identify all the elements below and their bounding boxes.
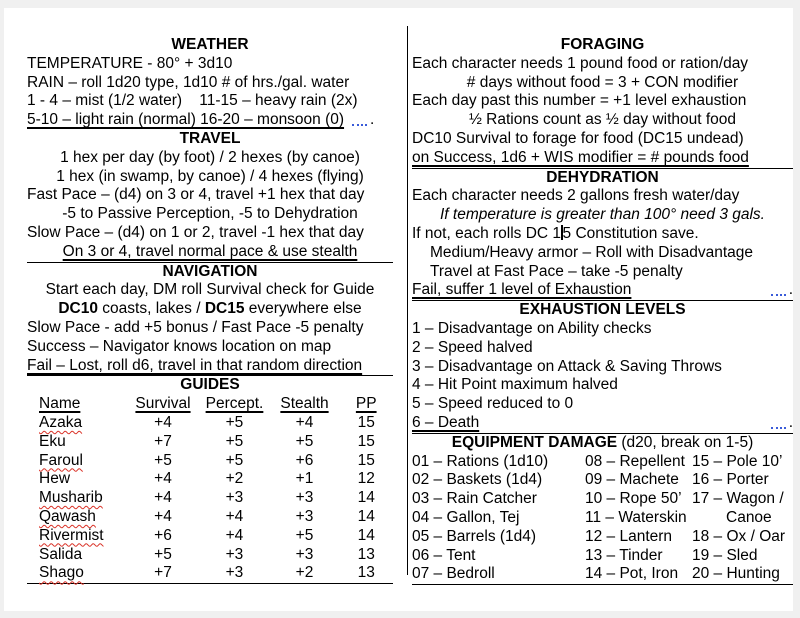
equipment-item: 10 – Rope 50’	[585, 490, 682, 508]
equipment-row	[412, 528, 793, 547]
equipment-item: 02 – Baskets (1d4)	[412, 471, 543, 489]
end-mark: .	[788, 413, 793, 431]
text-line	[412, 358, 793, 377]
guides-cell-stealth	[269, 527, 339, 546]
text-line	[27, 338, 393, 357]
guides-cell-perception	[199, 489, 269, 508]
text-run	[452, 434, 753, 451]
guides-cell-perception	[199, 470, 269, 489]
grammar-check-dots	[352, 112, 367, 126]
guides-cell-survival	[127, 564, 200, 583]
equipment-cell	[692, 547, 793, 566]
guides-cell-name	[27, 433, 127, 452]
heading-foraging	[412, 36, 793, 55]
text-line	[412, 263, 793, 282]
guides-value: Faroul	[39, 451, 83, 469]
equipment-cell	[412, 547, 585, 566]
guides-value: Qawash	[39, 507, 96, 525]
guides-value: +3	[295, 489, 314, 507]
text-run: # days without food = 3 + CON modifier	[466, 73, 739, 91]
equipment-item: 18 – Ox / Oar	[692, 527, 786, 545]
guides-value: +4	[154, 470, 172, 488]
guides-cell-name	[27, 452, 127, 471]
text-line	[27, 149, 393, 168]
text-line	[27, 186, 393, 205]
guides-value: +5	[295, 526, 314, 544]
text-run: Fail – Lost, roll d6, travel in that random direction	[27, 356, 363, 374]
guides-row	[27, 414, 393, 433]
guides-header-row	[27, 395, 393, 414]
heading-navigation	[27, 263, 393, 282]
text-line	[412, 187, 793, 206]
text-line	[412, 74, 793, 93]
guides-row	[27, 564, 393, 584]
text-line	[412, 395, 793, 414]
text-line	[27, 224, 393, 243]
equipment-cell	[692, 509, 793, 528]
text-line	[412, 244, 793, 263]
text-run: 1 hex (in swamp, by canoe) / 4 hexes (flying)	[56, 167, 364, 185]
text-run	[58, 300, 361, 317]
guides-value: +4	[225, 526, 244, 544]
equipment-item: 20 – Hunting	[692, 565, 780, 583]
text-line	[27, 243, 393, 263]
text-segment: EQUIPMENT DAMAGE	[451, 433, 618, 451]
equipment-cell	[585, 471, 692, 490]
text-line	[412, 320, 793, 339]
text-line	[412, 111, 793, 130]
guides-value: +5	[225, 413, 244, 431]
guides-value: +3	[225, 564, 244, 582]
text-segment: DC10	[58, 300, 98, 318]
equipment-cell	[692, 490, 793, 509]
end-mark: .	[370, 111, 375, 129]
text-line	[412, 92, 793, 111]
guides-header-cell	[340, 395, 393, 414]
text-line	[27, 168, 393, 187]
text-run: RAIN – roll 1d20 type, 1d10 # of hrs./gal. water	[27, 73, 350, 91]
guides-value: +6	[295, 451, 314, 469]
text-segment: everywhere else	[244, 300, 362, 318]
text-run: If temperature is greater than 100° need 3 gals.	[439, 206, 765, 224]
guides-cell-perception	[199, 452, 269, 471]
guides-cell-pp	[340, 508, 393, 527]
guides-cell-stealth	[269, 452, 339, 471]
text-run: 5-10 – light rain (normal) 16-20 – monsoon (0)	[27, 111, 345, 129]
text-run: 3 – Disadvantage on Attack & Saving Throws	[412, 357, 722, 375]
guides-row	[27, 508, 393, 527]
guides-value: Rivermist	[39, 526, 104, 544]
guides-cell-pp	[340, 433, 393, 452]
text-run: 2 – Speed halved	[412, 338, 533, 356]
guides-cell-stealth	[269, 489, 339, 508]
guides-cell-stealth	[269, 564, 339, 583]
text-run: EXHAUSTION LEVELS	[519, 301, 686, 319]
equipment-row	[412, 453, 793, 472]
guides-value: +5	[154, 451, 172, 469]
text-line	[412, 281, 793, 301]
text-line	[412, 149, 793, 169]
guides-header-label: Name	[39, 395, 81, 413]
equipment-item: 08 – Repellent	[585, 452, 685, 470]
heading-travel	[27, 130, 393, 149]
guides-value: Musharib	[39, 489, 103, 507]
text-line	[27, 55, 393, 74]
equipment-item: 07 – Bedroll	[412, 565, 495, 583]
text-run: Each day past this number = +1 level exhaustion	[412, 92, 747, 110]
end-mark: .	[788, 281, 793, 299]
text-run: Fail, suffer 1 level of Exhaustion	[412, 281, 632, 299]
guides-header-label: PP	[355, 395, 377, 413]
equipment-cell	[412, 509, 585, 528]
guides-value: 15	[357, 413, 375, 431]
guides-header-label: Stealth	[280, 395, 329, 413]
text-run: Each character needs 2 gallons fresh water/day	[412, 187, 740, 205]
guides-row	[27, 546, 393, 565]
guides-value: +4	[295, 413, 314, 431]
text-run: On 3 or 4, travel normal pace & use stealth	[62, 242, 358, 260]
equipment-item: 05 – Barrels (1d4)	[412, 527, 537, 545]
guides-cell-pp	[340, 414, 393, 433]
guides-value: 15	[357, 451, 375, 469]
text-line	[412, 434, 793, 453]
guides-value: 14	[357, 507, 375, 525]
text-run: 6 – Death	[412, 413, 480, 431]
text-line	[412, 414, 793, 434]
guides-cell-pp	[340, 546, 393, 565]
text-run: 5 – Speed reduced to 0	[412, 395, 574, 413]
guides-value: Azaka	[39, 413, 83, 431]
guides-cell-name	[27, 470, 127, 489]
text-line	[412, 206, 793, 225]
guides-cell-perception	[199, 508, 269, 527]
guides-value: Shago	[39, 564, 84, 582]
column-divider	[407, 26, 408, 575]
text-run: TRAVEL	[179, 129, 241, 147]
guides-value: +3	[295, 545, 314, 563]
equipment-cell	[412, 528, 585, 547]
guides-value: +2	[225, 470, 244, 488]
guides-cell-pp	[340, 489, 393, 508]
guides-header-cell	[199, 395, 269, 414]
guides-cell-survival	[127, 433, 200, 452]
equipment-item: 11 – Waterskin	[585, 508, 687, 526]
guides-value: 12	[357, 470, 375, 488]
text-run: 4 – Hit Point maximum halved	[412, 376, 618, 394]
text-line	[27, 319, 393, 338]
text-run: Slow Pace - add +5 bonus / Fast Pace -5 penalty	[27, 318, 364, 336]
equipment-cell	[692, 453, 793, 472]
heading-weather	[27, 36, 393, 55]
equipment-item: 13 – Tinder	[585, 546, 663, 564]
text-run: FORAGING	[560, 36, 645, 53]
text-line	[27, 300, 393, 319]
guides-row	[27, 452, 393, 471]
equipment-cell	[585, 528, 692, 547]
text-run: DEHYDRATION	[546, 168, 659, 186]
guides-cell-perception	[199, 564, 269, 583]
equipment-row	[412, 471, 793, 490]
text-run: GUIDES	[180, 376, 240, 394]
guides-cell-name	[27, 414, 127, 433]
text-run: 1 - 4 – mist (1/2 water) 11-15 – heavy rain (2x)	[27, 92, 358, 110]
equipment-item: Canoe	[726, 508, 772, 526]
guides-cell-stealth	[269, 508, 339, 527]
guides-header-cell	[27, 395, 127, 414]
guides-value: +5	[225, 432, 244, 450]
equipment-item: 19 – Sled	[692, 546, 758, 564]
guides-row	[27, 470, 393, 489]
guides-cell-pp	[340, 527, 393, 546]
right-column	[412, 36, 793, 585]
guides-cell-name	[27, 508, 127, 527]
text-run: on Success, 1d6 + WIS modifier = # pounds food	[412, 148, 749, 166]
text-line	[412, 130, 793, 149]
text-run: Fast Pace – (d4) on 3 or 4, travel +1 hex that day	[27, 186, 365, 204]
guides-value: +7	[154, 564, 172, 582]
guides-value: 14	[357, 489, 375, 507]
equipment-item: 12 – Lantern	[585, 527, 673, 545]
guides-cell-perception	[199, 527, 269, 546]
grammar-check-dots	[771, 415, 786, 429]
guides-cell-survival	[127, 527, 200, 546]
guides-row	[27, 527, 393, 546]
guides-value: 15	[357, 432, 375, 450]
equipment-item: 04 – Gallon, Tej	[412, 508, 520, 526]
equipment-item: 09 – Machete	[585, 471, 679, 489]
guides-cell-name	[27, 489, 127, 508]
guides-value: +6	[154, 526, 172, 544]
text-line	[27, 74, 393, 93]
guides-value: +5	[295, 432, 314, 450]
equipment-cell	[412, 453, 585, 472]
guides-cell-name	[27, 564, 127, 583]
guides-cell-survival	[127, 508, 200, 527]
guides-cell-perception	[199, 546, 269, 565]
text-line	[27, 281, 393, 300]
text-run: 1 hex per day (by foot) / 2 hexes (by canoe)	[60, 148, 360, 166]
text-line	[27, 111, 393, 130]
text-line	[412, 376, 793, 395]
guides-cell-survival	[127, 489, 200, 508]
equipment-cell	[585, 453, 692, 472]
guides-value: +5	[225, 451, 244, 469]
guides-value: Salida	[39, 545, 83, 563]
guides-header-label: Survival	[135, 395, 191, 413]
guides-header-cell	[269, 395, 339, 414]
equipment-row	[412, 509, 793, 528]
text-run: WEATHER	[171, 36, 249, 53]
guides-value: +4	[225, 507, 244, 525]
equipment-item: 14 – Pot, Iron	[585, 565, 679, 583]
equipment-item: 15 – Pole 10’	[692, 452, 783, 470]
guides-value: 13	[357, 564, 375, 582]
guides-value: 14	[357, 526, 375, 544]
text-run	[412, 225, 699, 242]
equipment-cell	[692, 471, 793, 490]
guides-value: +5	[154, 545, 172, 563]
guides-cell-name	[27, 546, 127, 565]
text-line	[27, 205, 393, 224]
guides-value: +3	[225, 545, 244, 563]
text-run: Travel at Fast Pace – take -5 penalty	[430, 262, 683, 280]
guides-value: +4	[154, 507, 172, 525]
equipment-item: 06 – Tent	[412, 546, 476, 564]
equipment-row	[412, 490, 793, 509]
equipment-row	[412, 547, 793, 566]
text-run: 1 – Disadvantage on Ability checks	[412, 319, 652, 337]
text-line	[412, 55, 793, 74]
guides-header-cell	[127, 395, 200, 414]
equipment-item: 03 – Rain Catcher	[412, 490, 537, 508]
guides-value: 13	[357, 545, 375, 563]
guides-row	[27, 433, 393, 452]
text-segment: DC15	[204, 300, 245, 318]
text-segment: 5 Constitution save.	[562, 224, 699, 242]
equipment-cell	[585, 509, 692, 528]
guides-value: +3	[225, 489, 244, 507]
heading-dehydration	[412, 169, 793, 188]
guides-value: +3	[295, 507, 314, 525]
text-run: Each character needs 1 pound food or ration/day	[412, 54, 749, 72]
guides-cell-pp	[340, 564, 393, 583]
guides-value: +4	[154, 489, 172, 507]
guides-value: +2	[295, 564, 314, 582]
guides-cell-name	[27, 527, 127, 546]
text-run: TEMPERATURE - 80° + 3d10	[27, 54, 233, 72]
equipment-item: 16 – Porter	[692, 471, 769, 489]
text-run: Slow Pace – (d4) on 1 or 2, travel -1 hex that day	[27, 223, 364, 241]
guides-row	[27, 489, 393, 508]
guides-cell-perception	[199, 433, 269, 452]
guides-cell-survival	[127, 414, 200, 433]
text-run: Start each day, DM roll Survival check for Guide	[45, 281, 375, 299]
text-run: NAVIGATION	[162, 262, 258, 280]
equipment-row	[412, 565, 793, 585]
text-line	[27, 92, 393, 111]
guides-value: +7	[154, 432, 172, 450]
text-line	[412, 225, 793, 244]
text-run: -5 to Passive Perception, -5 to Dehydration	[62, 205, 358, 223]
left-column	[27, 36, 393, 584]
equipment-cell	[585, 490, 692, 509]
guides-value: +1	[295, 470, 314, 488]
heading-guides	[27, 376, 393, 395]
equipment-cell	[585, 547, 692, 566]
guides-cell-pp	[340, 452, 393, 471]
equipment-cell	[585, 565, 692, 584]
text-line	[27, 357, 393, 377]
text-line	[412, 339, 793, 358]
text-segment: coasts, lakes /	[98, 300, 205, 318]
guides-cell-survival	[127, 546, 200, 565]
guides-value: Eku	[39, 432, 66, 450]
text-run: Medium/Heavy armor – Roll with Disadvantage	[430, 243, 754, 261]
guides-value: Hew	[39, 470, 71, 488]
equipment-item: 17 – Wagon /	[692, 490, 784, 508]
equipment-cell	[412, 490, 585, 509]
document-page[interactable]	[4, 8, 793, 611]
text-segment: (d20, break on 1-5)	[617, 433, 754, 451]
guides-cell-stealth	[269, 433, 339, 452]
heading-exhaustion-levels	[412, 301, 793, 320]
guides-header-label: Percept.	[205, 395, 264, 413]
guides-cell-stealth	[269, 546, 339, 565]
equipment-item: 01 – Rations (1d10)	[412, 452, 549, 470]
text-run: DC10 Survival to forage for food (DC15 undead)	[412, 129, 744, 147]
equipment-cell	[412, 471, 585, 490]
equipment-cell	[692, 528, 793, 547]
text-segment: If not, each rolls DC 1	[412, 224, 562, 242]
equipment-cell	[692, 565, 793, 584]
guides-cell-perception	[199, 414, 269, 433]
guides-cell-stealth	[269, 414, 339, 433]
guides-cell-stealth	[269, 470, 339, 489]
guides-cell-survival	[127, 470, 200, 489]
text-run: ½ Rations count as ½ day without food	[468, 111, 737, 129]
guides-cell-survival	[127, 452, 200, 471]
text-run: Success – Navigator knows location on map	[27, 337, 332, 355]
guides-value: +4	[154, 413, 172, 431]
guides-cell-pp	[340, 470, 393, 489]
grammar-check-dots	[771, 282, 786, 296]
equipment-cell	[412, 565, 585, 584]
